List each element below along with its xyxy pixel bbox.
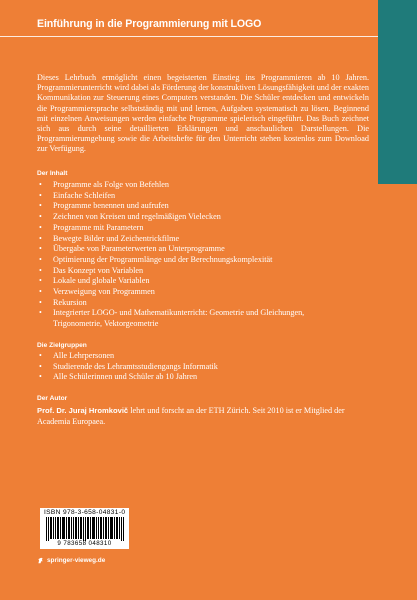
contents-heading: Der Inhalt: [37, 170, 68, 177]
list-item: • Lokale und globale Variablen: [37, 276, 372, 287]
springer-horse-icon: [37, 557, 44, 564]
list-item: • Bewegte Bilder und Zeichentrickfilme: [37, 234, 372, 245]
list-item: • Alle Lehrpersonen: [37, 351, 372, 362]
list-item: • Zeichnen von Kreisen und regelmäßigen Vielecken: [37, 212, 372, 223]
publisher-url: springer-vieweg.de: [47, 557, 106, 564]
list-item-continuation: Trigonometrie, Vektorgeometrie: [53, 319, 159, 329]
contents-list: [37, 180, 372, 330]
author-name: Prof. Dr. Juraj Hromkovič: [37, 406, 129, 415]
book-title: Einführung in die Programmierung mit LOGO: [37, 18, 262, 30]
list-item: • Alle Schülerinnen und Schüler ab 10 Jahren: [37, 372, 372, 383]
book-description: Dieses Lehrbuch ermöglicht einen begeisterten Einstieg ins Programmieren ab 10 Jahren. Programmierunterricht wird dabei als Förderung der konstruktiven Lösungsfähigkeit und der exakten Kommunikation zur Steuerung eines Computers verstanden. Die Schüler entdecken und entwickeln die Programmiersprache selbstständig mit und lernen, Aufgaben systematisch zu lösen. Beginnend mit einzelnen Anweisungen werden einfache Programme spielerisch eingeführt. Das Buch zeichnet sich aus durch seine detaillierten Erklärungen und anschaulichen Darstellungen. Die Programmierumgebung sowie die Arbeitshefte für den Unterricht stehen kostenlos zum Download zur Verfügung.: [37, 73, 369, 154]
isbn-number: ISBN 978-3-658-04831-0: [44, 509, 126, 516]
list-item: • Studierende des Lehramtsstudiengangs Informatik: [37, 362, 372, 373]
list-item: • Optimierung der Programmlänge und der Berechnungskomplexität: [37, 255, 372, 266]
list-item: • Übergabe von Parameterwerten an Unterprogramme: [37, 244, 372, 255]
author-heading: Der Autor: [37, 395, 68, 402]
list-item: • Integrierter LOGO- und Mathematikunterricht: Geometrie und Gleichungen,: [37, 308, 372, 319]
list-item: • Verzweigung von Programmen: [37, 287, 372, 298]
publisher-logo: [37, 557, 105, 564]
audience-heading: Die Zielgruppen: [37, 342, 87, 349]
teal-color-band: [378, 0, 417, 184]
list-item: • Programme benennen und aufrufen: [37, 201, 372, 212]
list-item: • Programme als Folge von Befehlen: [37, 180, 372, 191]
barcode-bars: [46, 517, 125, 541]
title-rule: [0, 36, 378, 37]
list-item: • Das Konzept von Variablen: [37, 266, 372, 277]
isbn-barcode: [40, 508, 129, 549]
author-text: lehrt und forscht an der ETH Zürich. Seit 2010 ist er Mitglied der Academia Europaea.: [37, 406, 345, 426]
audience-list: [37, 351, 372, 383]
list-item: • Programme mit Parametern: [37, 223, 372, 234]
barcode-digits: 9 783658 048310: [57, 540, 112, 547]
list-item: • Rekursion: [37, 298, 372, 309]
author-bio: [37, 406, 369, 428]
list-item: • Einfache Schleifen: [37, 191, 372, 202]
